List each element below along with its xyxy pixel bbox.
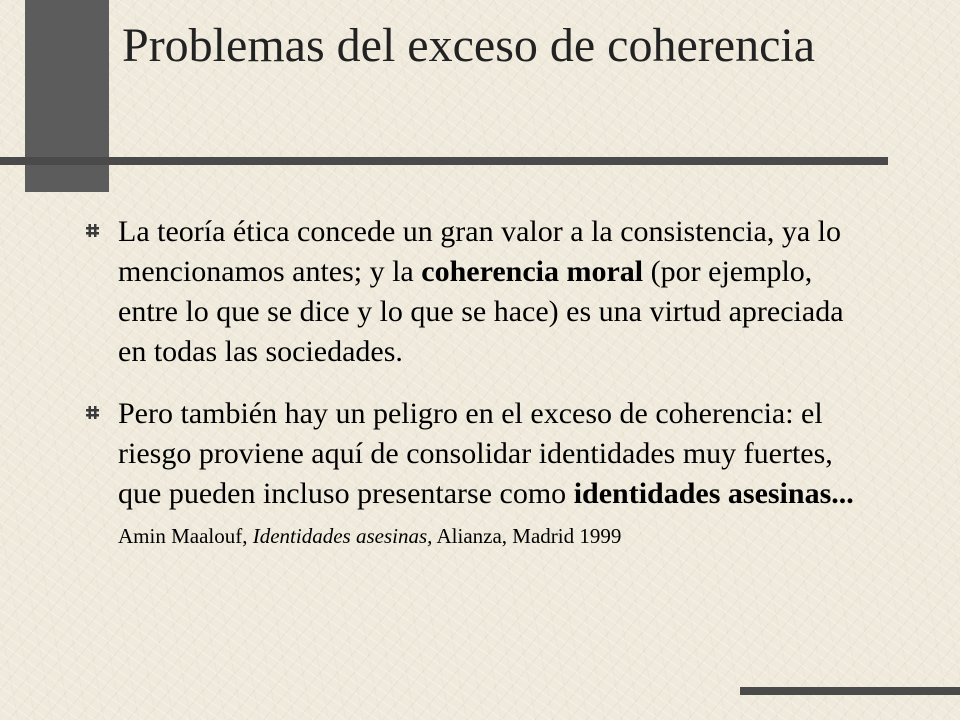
bullet-item-2 [86, 394, 856, 554]
hash-bullet-icon [86, 224, 99, 237]
bullet-2-bold-term: identidades asesinas... [573, 477, 854, 510]
citation-author: Amin Maalouf, [118, 524, 253, 548]
title-underline-rule [0, 157, 888, 165]
bullet-1-bold-term: coherencia moral [421, 255, 644, 288]
bullet-1-text-start: La teoría ética concede un gran valor a la consistencia, ya lo mencionamos antes; y la [118, 215, 841, 288]
bottom-accent-rule [740, 687, 960, 695]
citation-book-title: Identidades asesinas, [252, 524, 433, 548]
bullet-item-1 [86, 212, 856, 372]
bullet-list [86, 212, 856, 576]
hash-bullet-icon [86, 406, 99, 419]
citation [118, 524, 621, 548]
bullet-2-text-start: Pero también hay un peligro en el exceso de coherencia: el riesgo proviene aquí de consolidar identidades muy fuertes, que pueden incluso presentarse como [118, 397, 833, 510]
citation-publisher: Alianza, Madrid 1999 [432, 524, 622, 548]
bullet-1-text-end: (por ejemplo, entre lo que se dice y lo que se hace) es una virtud apreciada en todas las sociedades. [118, 255, 844, 368]
slide-title: Problemas del exceso de coherencia [122, 19, 816, 72]
